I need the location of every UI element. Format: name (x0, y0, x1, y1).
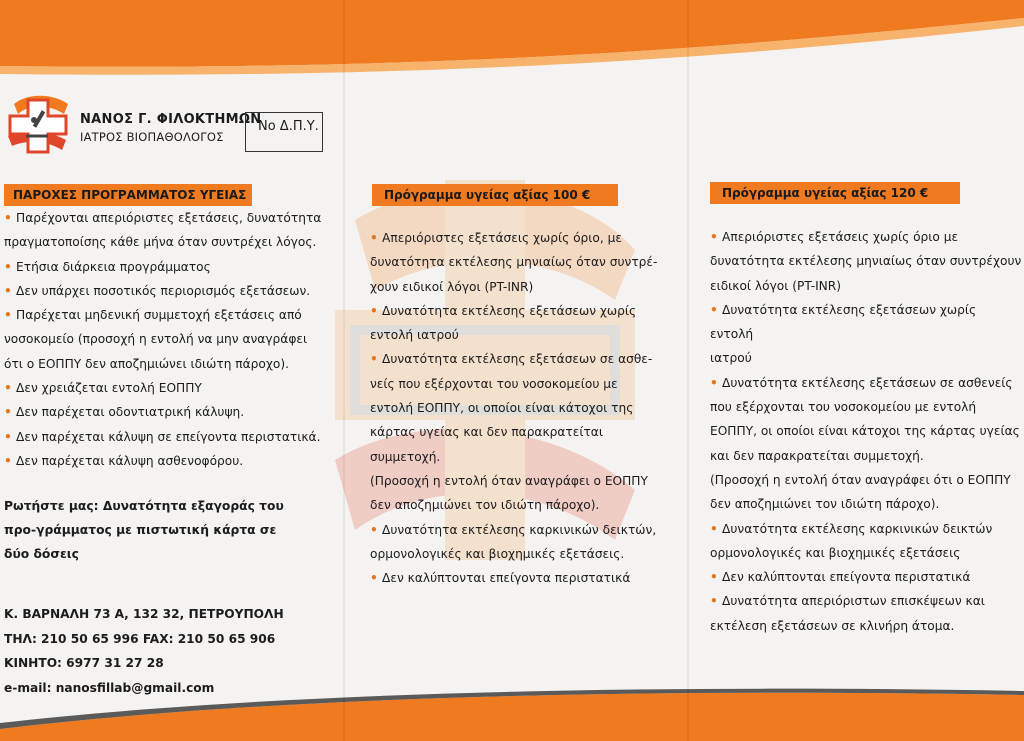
fold-line-2 (687, 0, 689, 741)
bullet-item (4, 279, 340, 303)
line-text: νοσοκομείο (προσοχή η εντολή να μην αναγράφει (4, 332, 308, 347)
line-text: που εξέρχονται του νοσοκομείου με εντολή (710, 400, 977, 415)
line-text: Δυνατότητα απεριόριστων επισκέψεων και (722, 594, 985, 609)
continuation-line (710, 346, 1022, 370)
bullet-icon: • (710, 521, 723, 536)
contact-email: e-mail: nanosfillab@gmail.com (4, 680, 215, 695)
contact-phone: ΤΗΛ: 210 50 65 996 FAX: 210 50 65 906 (4, 631, 276, 646)
line-text: ορμονολογικές και βιοχημικές εξετάσεις (710, 545, 961, 560)
line-text: Παρέχεται μηδενική συμμετοχή εξετάσεις από (16, 308, 302, 323)
continuation-line (370, 469, 680, 493)
line-text: πραγματοποίσης κάθε μήνα όταν συντρέχει λόγος. (4, 235, 317, 250)
panel1-list (4, 206, 340, 473)
bullet-item (370, 299, 680, 323)
panel1-heading: ΠΑΡΟΧΕΣ ΠΡΟΓΡΑΜΜΑΤΟΣ ΥΓΕΙΑΣ (4, 184, 252, 206)
continuation-line (370, 445, 680, 469)
continuation-line (370, 420, 680, 444)
line-text: Απεριόριστες εξετάσεις χωρίς όριο, με (382, 231, 622, 245)
line-text: ορμονολογικές και βιοχημικές εξετάσεις. (370, 546, 625, 561)
bullet-item (710, 371, 1022, 395)
line-text: Απεριόριστες εξετάσεις χωρίς όριο με (722, 230, 959, 244)
line-text: εντολή ΕΟΠΠΥ, οι οποίοι είναι κάτοχοι της (370, 401, 634, 416)
line-text: Ετήσια διάρκεια προγράμματος (16, 259, 211, 274)
continuation-line (370, 542, 680, 566)
continuation-line (370, 275, 680, 299)
bullet-icon: • (370, 231, 383, 245)
line-text: (Προσοχή η εντολή όταν αναγράφει ότι ο ΕΟΠΠΥ (710, 472, 1011, 487)
line-text: νείς που εξέρχονται του νοσοκομείου με (370, 376, 618, 391)
bullet-icon: • (4, 405, 17, 420)
bullet-item (710, 565, 1022, 589)
line-text: συμμετοχή. (370, 449, 441, 464)
bullet-icon: • (710, 594, 723, 609)
line-text: ότι ο ΕΟΠΠΥ δεν αποζημιώνει ιδιώτη πάροχο). (4, 356, 289, 371)
continuation-line (710, 395, 1022, 419)
doctor-name: ΝΑΝΟΣ Γ. ΦΙΛΟΚΤΗΜΩΝ (80, 112, 262, 127)
bullet-icon: • (370, 352, 383, 367)
bullet-item (710, 589, 1022, 613)
bullet-icon: • (710, 230, 723, 244)
bullet-icon: • (4, 283, 17, 298)
continuation-line (710, 468, 1022, 492)
bullet-icon: • (710, 570, 723, 585)
continuation-line (710, 419, 1022, 443)
continuation-line (710, 444, 1022, 468)
dpy-number-box: Νο Δ.Π.Υ. (245, 112, 323, 152)
line-text: δυνατότητα εκτέλεσης μηνιαίως όταν συντρέχουν (710, 254, 1022, 269)
continuation-line (370, 396, 680, 420)
line-text: δεν αποζημιώνει τον ιδιώτη πάροχο). (710, 497, 940, 512)
continuation-line (710, 274, 1022, 298)
continuation-line (370, 250, 680, 274)
bullet-icon: • (370, 522, 383, 537)
doctor-title: ΙΑΤΡΟΣ ΒΙΟΠΑΘΟΛΟΓΟΣ (80, 130, 224, 144)
bullet-item (370, 226, 680, 250)
line-text: Δυνατότητα εκτέλεσης καρκινικών δεικτών, (382, 522, 657, 537)
line-text: Δεν παρέχεται κάλυψη σε επείγοντα περιστατικά. (16, 429, 321, 444)
lab-cross-logo (4, 92, 72, 156)
panel3-list (710, 225, 1022, 638)
line-text: Δεν παρέχεται οδοντιατρική κάλυψη. (16, 405, 245, 420)
line-text: εντολή ιατρού (370, 328, 459, 343)
bullet-item (4, 425, 340, 449)
line-text: (Προσοχή η εντολή όταν αναγράφει ο ΕΟΠΠΥ (370, 473, 648, 488)
bullet-icon: • (4, 453, 17, 468)
contact-block (4, 602, 284, 700)
bullet-item (4, 255, 340, 279)
continuation-line (4, 230, 340, 254)
purchase-note: Ρωτήστε μας: Δυνατότητα εξαγοράς του προ-γράμματος με πιστωτική κάρτα σε δύο δόσεις (4, 499, 284, 561)
bullet-item (4, 376, 340, 400)
bullet-icon: • (4, 211, 17, 225)
contact-address: Κ. ΒΑΡΝΑΛΗ 73 Α, 132 32, ΠΕΤΡΟΥΠΟΛΗ (4, 607, 284, 621)
bullet-item (370, 518, 680, 542)
line-text: ειδικοί λόγοι (PT-INR) (710, 278, 842, 293)
line-text: και δεν παρακρατείται συμμετοχή. (710, 448, 924, 463)
line-text: Δυνατότητα εκτέλεσης εξετάσεων σε ασθενείς (722, 375, 1013, 390)
line-text: Παρέχονται απεριόριστες εξετάσεις, δυνατότητα (16, 211, 322, 225)
line-text: δεν αποζημιώνει τον ιδιώτη πάροχο). (370, 498, 600, 513)
line-text: ιατρού (710, 351, 752, 366)
line-text: Δεν χρειάζεται εντολή ΕΟΠΠΥ (16, 381, 202, 396)
contact-mobile: ΚΙΝΗΤΟ: 6977 31 27 28 (4, 656, 164, 670)
line-text: Δυνατότητα εκτέλεσης εξετάσεων σε ασθε- (382, 352, 653, 367)
bullet-item (4, 400, 340, 424)
continuation-line (710, 541, 1022, 565)
bullet-item (370, 566, 680, 590)
bullet-item (4, 206, 340, 230)
bullet-icon: • (370, 303, 383, 318)
continuation-line (370, 493, 680, 517)
line-text: Δεν υπάρχει ποσοτικός περιορισμός εξετάσεων. (16, 283, 311, 298)
continuation-line (370, 372, 680, 396)
bullet-item (710, 517, 1022, 541)
continuation-line (710, 492, 1022, 516)
continuation-line (370, 323, 680, 347)
line-text: χουν ειδικοί λόγοι (PT-INR) (370, 279, 534, 294)
line-text: Δεν καλύπτονται επείγοντα περιστατικά (382, 571, 631, 586)
panel2-heading: Πρόγραμμα υγείας αξίας 100 € (372, 184, 618, 206)
bullet-icon: • (710, 375, 723, 390)
continuation-line (710, 249, 1022, 273)
bullet-icon: • (710, 302, 723, 317)
continuation-line (4, 352, 340, 376)
continuation-line (710, 614, 1022, 638)
bullet-item (370, 347, 680, 371)
bullet-icon: • (4, 308, 17, 323)
continuation-line (4, 327, 340, 351)
line-text: Δυνατότητα εκτέλεσης εξετάσεων χωρίς (382, 303, 637, 318)
panel3-heading: Πρόγραμμα υγείας αξίας 120 € (710, 182, 960, 204)
line-text: Δυνατότητα εκτέλεσης καρκινικών δεικτών (722, 521, 993, 536)
bullet-item (4, 303, 340, 327)
line-text: δυνατότητα εκτέλεσης μηνιαίως όταν συντρέ- (370, 255, 658, 270)
line-text: εκτέλεση εξετάσεων σε κλινήρη άτομα. (710, 618, 955, 633)
bullet-icon: • (4, 429, 17, 444)
bullet-item (710, 225, 1022, 249)
top-orange-band (0, 0, 1024, 80)
line-text: Δυνατότητα εκτέλεσης εξετάσεων χωρίς εντολή (710, 302, 977, 342)
bullet-item (4, 449, 340, 473)
line-text: ΕΟΠΠΥ, οι οποίοι είναι κάτοχοι της κάρτας υγείας (710, 424, 1020, 439)
bullet-icon: • (4, 381, 17, 396)
bullet-icon: • (4, 259, 17, 274)
line-text: Δεν παρέχεται κάλυψη ασθενοφόρου. (16, 453, 244, 468)
line-text: κάρτας υγείας και δεν παρακρατείται (370, 425, 603, 440)
bullet-item (710, 298, 1022, 347)
line-text: Δεν καλύπτονται επείγοντα περιστατικά (722, 570, 971, 585)
panel2-list (370, 226, 680, 590)
bullet-icon: • (370, 571, 383, 586)
